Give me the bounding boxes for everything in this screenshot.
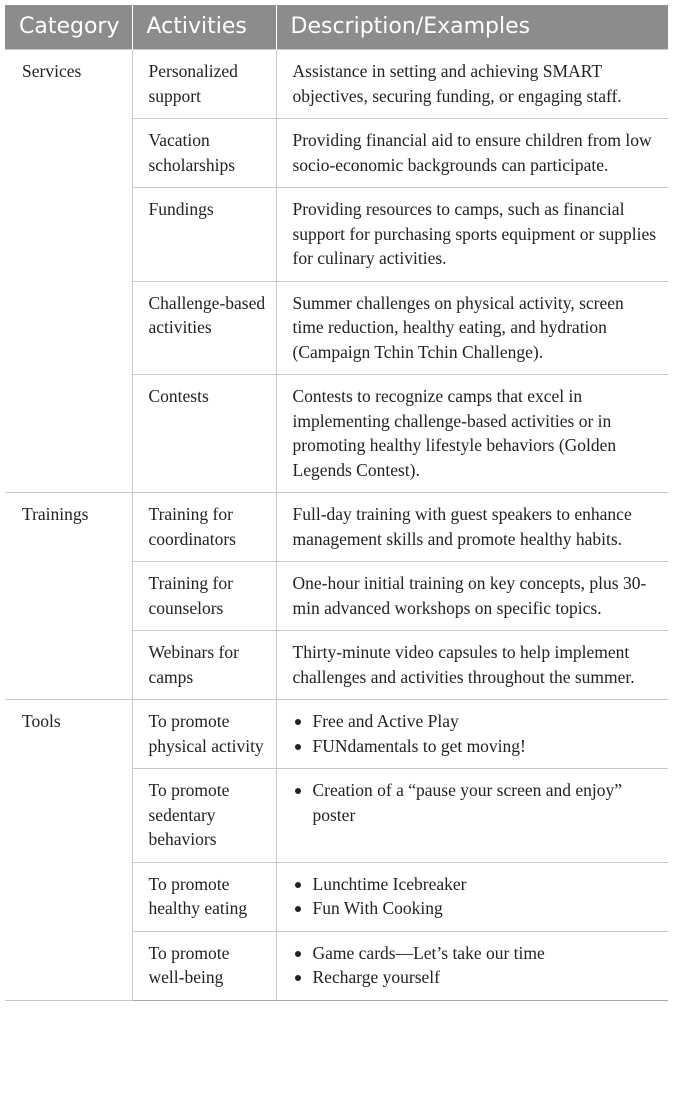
bullet-list bbox=[293, 941, 659, 990]
activity-cell: Fundings bbox=[132, 188, 276, 282]
bullet-item: Recharge yourself bbox=[293, 965, 659, 990]
table-row bbox=[5, 700, 668, 769]
header-category: Category bbox=[5, 5, 132, 50]
activity-cell: To promote well-being bbox=[132, 931, 276, 1000]
description-cell: Providing financial aid to ensure children from low socio-economic backgrounds can participate. bbox=[276, 119, 668, 188]
header-activities: Activities bbox=[132, 5, 276, 50]
activity-cell: Vacation scholarships bbox=[132, 119, 276, 188]
bullet-item: Lunchtime Icebreaker bbox=[293, 872, 659, 897]
table-row bbox=[5, 50, 668, 119]
bullet-item: Creation of a “pause your screen and enjoy” poster bbox=[293, 778, 659, 827]
table-row bbox=[5, 493, 668, 562]
category-cell-tools: Tools bbox=[5, 700, 132, 1001]
bullet-item: Free and Active Play bbox=[293, 709, 659, 734]
header-description: Description/Examples bbox=[276, 5, 668, 50]
description-cell: Providing resources to camps, such as financial support for purchasing sports equipment or supplies for culinary activities. bbox=[276, 188, 668, 282]
activity-cell: To promote healthy eating bbox=[132, 862, 276, 931]
bullet-item: FUNdamentals to get moving! bbox=[293, 734, 659, 759]
description-cell: Full-day training with guest speakers to enhance management skills and promote healthy habits. bbox=[276, 493, 668, 562]
activities-table-container bbox=[5, 5, 668, 1001]
category-cell-trainings: Trainings bbox=[5, 493, 132, 700]
description-cell bbox=[276, 700, 668, 769]
category-cell-services: Services bbox=[5, 50, 132, 493]
description-cell: Contests to recognize camps that excel in implementing challenge-based activities or in promoting healthy lifestyle behaviors (Golden Legends Contest). bbox=[276, 375, 668, 493]
description-cell: Thirty-minute video capsules to help implement challenges and activities throughout the summer. bbox=[276, 631, 668, 700]
description-cell: Summer challenges on physical activity, screen time reduction, healthy eating, and hydration (Campaign Tchin Tchin Challenge). bbox=[276, 281, 668, 375]
bullet-item: Fun With Cooking bbox=[293, 896, 659, 921]
activity-cell: Training for counselors bbox=[132, 562, 276, 631]
description-cell bbox=[276, 769, 668, 863]
bullet-list bbox=[293, 778, 659, 827]
activity-cell: To promote sedentary behaviors bbox=[132, 769, 276, 863]
description-cell: Assistance in setting and achieving SMART objectives, securing funding, or engaging staff. bbox=[276, 50, 668, 119]
bullet-list bbox=[293, 872, 659, 921]
description-cell bbox=[276, 862, 668, 931]
bullet-item: Game cards—Let’s take our time bbox=[293, 941, 659, 966]
activity-cell: Training for coordinators bbox=[132, 493, 276, 562]
activity-cell: Contests bbox=[132, 375, 276, 493]
activities-table bbox=[5, 5, 668, 1001]
bullet-list bbox=[293, 709, 659, 758]
activity-cell: Webinars for camps bbox=[132, 631, 276, 700]
activity-cell: Challenge-based activities bbox=[132, 281, 276, 375]
activity-cell: Personalized support bbox=[132, 50, 276, 119]
description-cell bbox=[276, 931, 668, 1000]
table-header-row bbox=[5, 5, 668, 50]
activity-cell: To promote physical activity bbox=[132, 700, 276, 769]
description-cell: One-hour initial training on key concepts, plus 30-min advanced workshops on specific topics. bbox=[276, 562, 668, 631]
